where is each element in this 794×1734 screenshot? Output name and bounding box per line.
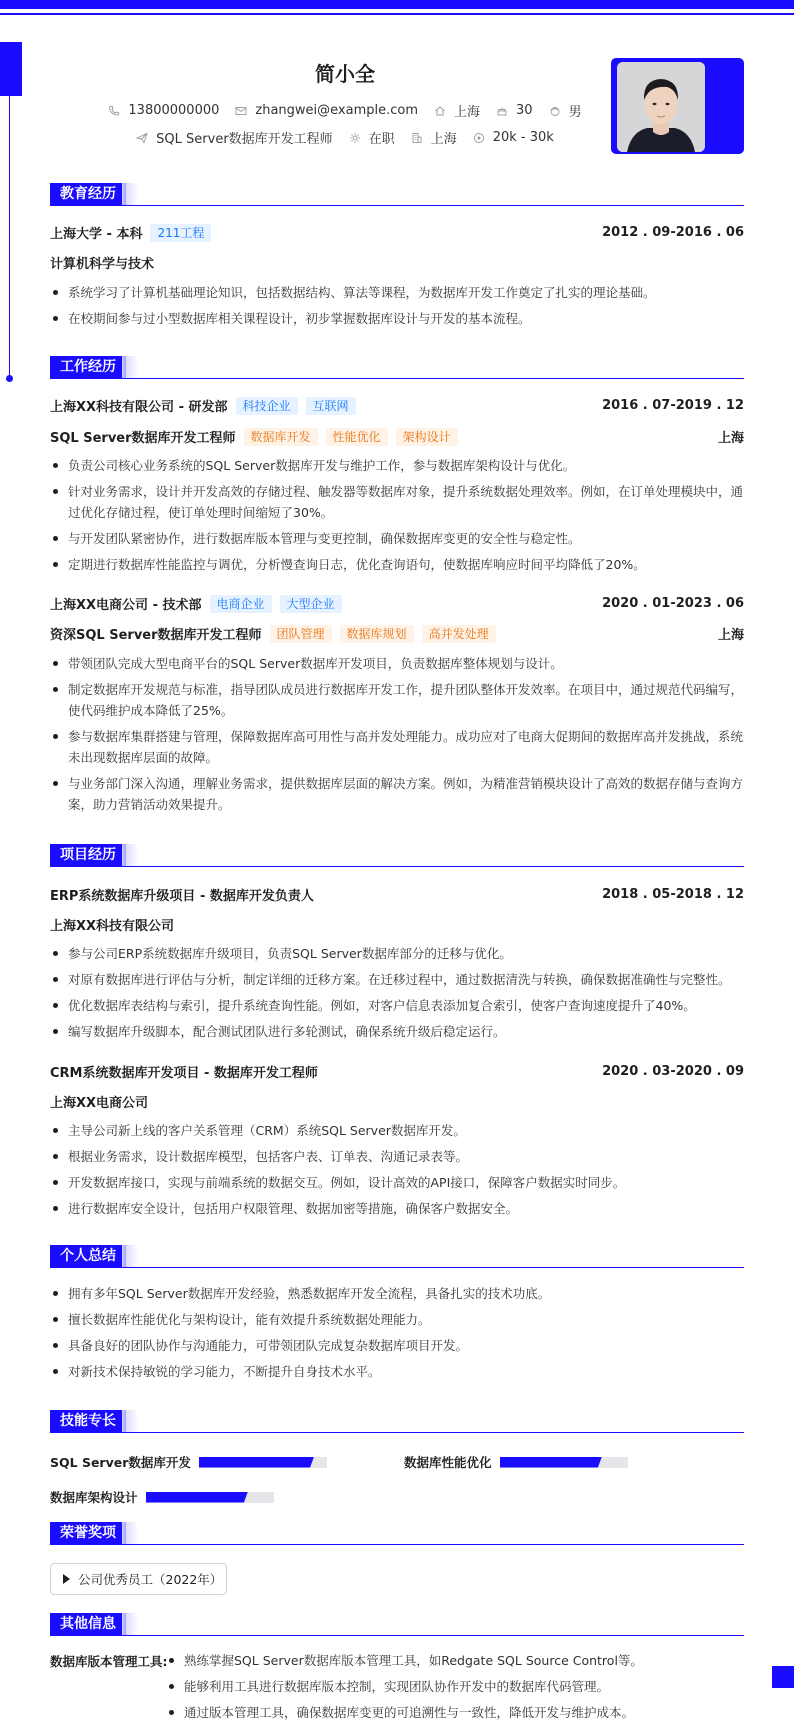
list-item: 优化数据库表结构与索引，提升系统查询性能。例如，对客户信息表添加复合索引，使客户查询速度提升了40%。	[50, 995, 744, 1016]
list-item: 编写数据库升级脚本，配合测试团队进行多轮测试，确保系统升级后稳定运行。	[50, 1021, 744, 1042]
skill-name: 数据库架构设计	[50, 1490, 138, 1505]
section-awards-title: 荣誉奖项	[50, 1522, 126, 1544]
work-1-role: SQL Server数据库开发工程师	[50, 431, 236, 446]
skill-item	[404, 1453, 628, 1471]
work-1-role-tag: 架构设计	[396, 428, 458, 446]
resume-name: 简小全	[315, 62, 375, 86]
list-item: 与开发团队紧密协作，进行数据库版本管理与变更控制，确保数据库变更的安全性与稳定性。	[50, 528, 744, 549]
section-tag-tail	[122, 1245, 138, 1267]
section-summary-title: 个人总结	[50, 1245, 126, 1267]
salary-text: 20k - 30k	[492, 130, 554, 145]
work-2-company: 上海XX电商公司 - 技术部	[50, 598, 202, 613]
award-text: 公司优秀员工（2022年）	[78, 1572, 223, 1587]
list-item: 进行数据库安全设计，包括用户权限管理、数据加密等措施，确保客户数据安全。	[50, 1198, 744, 1219]
project-1-company: 上海XX科技有限公司	[50, 919, 175, 934]
profile-photo	[617, 62, 705, 152]
section-tag-tail	[122, 1410, 138, 1432]
section-other-title: 其他信息	[50, 1613, 126, 1635]
list-item: 对原有数据库进行评估与分析，制定详细的迁移方案。在迁移过程中，通过数据清洗与转换，确保数据准确性与完整性。	[50, 969, 744, 990]
section-rule	[50, 205, 744, 206]
top-accent-line	[0, 13, 794, 15]
list-item: 参与公司ERP系统数据库升级项目，负责SQL Server数据库部分的迁移与优化。	[50, 943, 744, 964]
project-2-company: 上海XX电商公司	[50, 1096, 149, 1111]
work-1-company: 上海XX科技有限公司 - 研发部	[50, 400, 228, 415]
list-item: 擅长数据库性能优化与架构设计，能有效提升系统数据处理能力。	[50, 1309, 744, 1330]
education-bullets	[50, 282, 744, 334]
work-2-location: 上海	[717, 628, 744, 643]
section-tag-tail	[122, 844, 138, 866]
section-work	[50, 356, 744, 380]
project-1-date: 2018 . 05-2018 . 12	[602, 887, 744, 902]
contact-row	[0, 101, 690, 120]
salary-item	[473, 130, 554, 145]
list-item: 能够利用工具进行数据库版本控制，实现团队协作开发中的数据库代码管理。	[166, 1676, 744, 1697]
list-item: 定期进行数据库性能监控与调优，分析慢查询日志，优化查询语句，使数据库响应时间平均降低了20%。	[50, 554, 744, 575]
list-item: 参与数据库集群搭建与管理，保障数据库高可用性与高并发处理能力。成功应对了电商大促期间的数据库高并发挑战，系统未出现数据库层面的故障。	[50, 726, 744, 768]
education-major-row	[50, 253, 744, 272]
right-accent-block	[772, 1666, 794, 1688]
work-2-role-tag: 数据库规划	[340, 625, 414, 643]
section-rule	[50, 1544, 744, 1545]
project-1-bullets	[50, 943, 744, 1047]
status-text: 在职	[368, 132, 395, 147]
section-work-title: 工作经历	[50, 356, 126, 378]
work-2-role-tag: 高并发处理	[422, 625, 496, 643]
list-item: 具备良好的团队协作与沟通能力，可带领团队完成复杂数据库项目开发。	[50, 1335, 744, 1356]
education-school: 上海大学 - 本科	[50, 227, 143, 242]
work-2-role: 资深SQL Server数据库开发工程师	[50, 628, 262, 643]
work-2-date: 2020 . 01-2023 . 06	[602, 596, 744, 611]
list-item: 熟练掌握SQL Server数据库版本管理工具，如Redgate SQL Source Control等。	[166, 1650, 744, 1671]
project-2-header	[50, 1062, 744, 1081]
section-tag-tail	[122, 1522, 138, 1544]
section-rule	[50, 1635, 744, 1636]
phone-item	[108, 103, 219, 118]
location-item	[434, 101, 480, 120]
skill-name: SQL Server数据库开发	[50, 1455, 191, 1470]
section-awards	[50, 1522, 744, 1546]
work-2-bullets	[50, 653, 744, 820]
section-rule	[50, 1432, 744, 1433]
list-item: 通过版本管理工具，确保数据库变更的可追溯性与一致性，降低开发与维护成本。	[166, 1702, 744, 1723]
section-projects-title: 项目经历	[50, 844, 126, 866]
work-2-tag: 电商企业	[210, 595, 272, 613]
gender-text: 男	[568, 105, 582, 120]
award-item[interactable]	[50, 1563, 227, 1595]
gear-icon	[349, 132, 361, 144]
list-item: 制定数据库开发规范与标准，指导团队成员进行数据库开发工作，提升团队整体开发效率。在项目中，通过规范代码编写，使代码维护成本降低了25%。	[50, 679, 744, 721]
project-2-bullets	[50, 1120, 744, 1224]
phone-text: 13800000000	[128, 103, 220, 118]
work-2-role-tag: 团队管理	[270, 625, 332, 643]
gender-item	[549, 101, 582, 120]
section-rule	[50, 378, 744, 379]
gender-icon	[549, 105, 561, 117]
triangle-right-icon	[63, 1574, 70, 1584]
list-item: 针对业务需求，设计并开发高效的存储过程、触发器等数据库对象，提升系统数据处理效率。例如，在订单处理模块中，通过优化存储过程，使订单处理时间缩短了30%。	[50, 481, 744, 523]
work-2-header	[50, 594, 744, 613]
position-item	[136, 128, 333, 147]
work-1-bullets	[50, 455, 744, 580]
list-item: 与业务部门深入沟通，理解业务需求，提供数据库层面的解决方案。例如，为精准营销模块设计了高效的数据存储与查询方案，助力营销活动效果提升。	[50, 773, 744, 815]
top-accent-bar	[0, 0, 794, 9]
work-2-tag: 大型企业	[280, 595, 342, 613]
work-1-role-row	[50, 427, 744, 446]
work-1-role-tag: 数据库开发	[244, 428, 318, 446]
skill-item	[50, 1453, 327, 1471]
education-date: 2012 . 09-2016 . 06	[602, 225, 744, 240]
cake-icon	[496, 105, 508, 117]
section-summary	[50, 1245, 744, 1269]
work-1-role-tag: 性能优化	[326, 428, 388, 446]
skill-fill	[500, 1457, 602, 1468]
work-1-date: 2016 . 07-2019 . 12	[602, 398, 744, 413]
list-item: 负责公司核心业务系统的SQL Server数据库开发与维护工作，参与数据库架构设计与优化。	[50, 455, 744, 476]
education-tag: 211工程	[150, 224, 211, 242]
home-icon	[434, 105, 446, 117]
age-item	[496, 103, 533, 118]
list-item: 开发数据库接口，实现与前端系统的数据交互。例如，设计高效的API接口，保障客户数据实时同步。	[50, 1172, 744, 1193]
left-accent-dot	[6, 375, 13, 382]
status-item	[349, 128, 395, 147]
list-item: 根据业务需求，设计数据库模型，包括客户表、订单表、沟通记录表等。	[50, 1146, 744, 1167]
section-skills	[50, 1410, 744, 1434]
list-item: 在校期间参与过小型数据库相关课程设计，初步掌握数据库设计与开发的基本流程。	[50, 308, 744, 329]
section-projects	[50, 844, 744, 868]
section-education	[50, 183, 744, 207]
coin-icon	[473, 132, 485, 144]
mail-icon	[235, 105, 247, 117]
project-1-title: ERP系统数据库升级项目 - 数据库开发负责人	[50, 889, 314, 904]
project-2-company-row	[50, 1092, 744, 1111]
work-1-location: 上海	[717, 431, 744, 446]
section-tag-tail	[122, 356, 138, 378]
list-item: 带领团队完成大型电商平台的SQL Server数据库开发项目，负责数据库整体规划与设计。	[50, 653, 744, 674]
list-item: 主导公司新上线的客户关系管理（CRM）系统SQL Server数据库开发。	[50, 1120, 744, 1141]
list-item: 对新技术保持敏锐的学习能力，不断提升自身技术水平。	[50, 1361, 744, 1382]
position-text: SQL Server数据库开发工程师	[156, 132, 333, 147]
work-city-text: 上海	[430, 132, 457, 147]
section-skills-title: 技能专长	[50, 1410, 126, 1432]
send-icon	[136, 132, 148, 144]
education-major: 计算机科学与技术	[50, 257, 155, 272]
skill-fill	[199, 1457, 314, 1468]
other-bullets	[166, 1650, 744, 1728]
list-item: 系统学习了计算机基础理论知识，包括数据结构、算法等课程，为数据库开发工作奠定了扎实的理论基础。	[50, 282, 744, 303]
project-1-header	[50, 885, 744, 904]
age-text: 30	[516, 103, 533, 118]
work-1-header	[50, 396, 744, 415]
skill-bar	[146, 1492, 274, 1503]
section-rule	[50, 866, 744, 867]
project-2-title: CRM系统数据库开发项目 - 数据库开发工程师	[50, 1066, 318, 1081]
phone-icon	[108, 105, 120, 117]
skill-bar	[199, 1457, 327, 1468]
skill-name: 数据库性能优化	[404, 1455, 492, 1470]
section-education-title: 教育经历	[50, 183, 126, 205]
section-rule	[50, 1267, 744, 1268]
skill-bar	[500, 1457, 628, 1468]
section-tag-tail	[122, 1613, 138, 1635]
summary-bullets	[50, 1283, 744, 1387]
work-2-role-row	[50, 624, 744, 643]
email-item	[235, 103, 418, 118]
location-text: 上海	[454, 105, 481, 120]
section-other	[50, 1613, 744, 1637]
job-intent-row	[0, 128, 690, 147]
work-1-tag: 互联网	[306, 397, 356, 415]
project-1-company-row	[50, 915, 744, 934]
work-1-tag: 科技企业	[236, 397, 298, 415]
section-tag-tail	[122, 183, 138, 205]
building-icon	[411, 132, 423, 144]
list-item: 拥有多年SQL Server数据库开发经验，熟悉数据库开发全流程，具备扎实的技术功底。	[50, 1283, 744, 1304]
skill-item	[50, 1488, 274, 1506]
email-text: zhangwei@example.com	[255, 103, 419, 118]
project-2-date: 2020 . 03-2020 . 09	[602, 1064, 744, 1079]
skill-fill	[146, 1492, 248, 1503]
other-label: 数据库版本管理工具:	[50, 1654, 168, 1669]
work-city-item	[411, 128, 457, 147]
education-header	[50, 223, 744, 242]
